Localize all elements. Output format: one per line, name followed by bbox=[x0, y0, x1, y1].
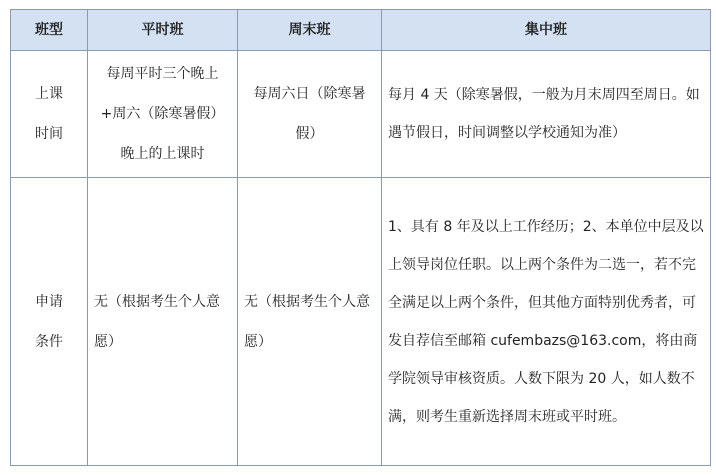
cell-concentrated-time: 每月 4 天（除寒暑假，一般为月末周四至周日。如遇节假日，时间调整以学校通知为准） bbox=[382, 51, 711, 178]
table-row bbox=[11, 51, 711, 178]
cell-weekday-time: 每周平时三个晚上+周六（除寒暑假）晚上的上课时 bbox=[88, 51, 238, 178]
header-class-type: 班型 bbox=[11, 10, 88, 51]
cell-weekday-requirements: 无（根据考生个人意愿） bbox=[88, 178, 238, 466]
header-weekend-class: 周末班 bbox=[238, 10, 382, 51]
header-concentrated-class: 集中班 bbox=[382, 10, 711, 51]
row-label-text: 上课 时间 bbox=[35, 86, 63, 142]
cell-weekend-requirements: 无（根据考生个人意愿） bbox=[238, 178, 382, 466]
table-row bbox=[11, 178, 711, 466]
class-type-table bbox=[10, 9, 711, 466]
row-label-text: 申请 条件 bbox=[35, 293, 63, 350]
header-weekday-class: 平时班 bbox=[88, 10, 238, 51]
table-header-row bbox=[11, 10, 711, 51]
cell-weekend-time: 每周六日（除寒暑假） bbox=[238, 51, 382, 178]
row-label-requirements bbox=[11, 178, 88, 466]
row-label-class-time bbox=[11, 51, 88, 178]
cell-concentrated-requirements: 1、具有 8 年及以上工作经历；2、本单位中层及以上领导岗位任职。以上两个条件为二选一，若不完全满足以上两个条件，但其他方面特别优秀者，可发自荐信至邮箱 cufembazs@163.com，将由商学院领导审核资质。人数下限为 20 人，如人数不满，则考生重新选择周末班或平时班。 bbox=[382, 178, 711, 466]
